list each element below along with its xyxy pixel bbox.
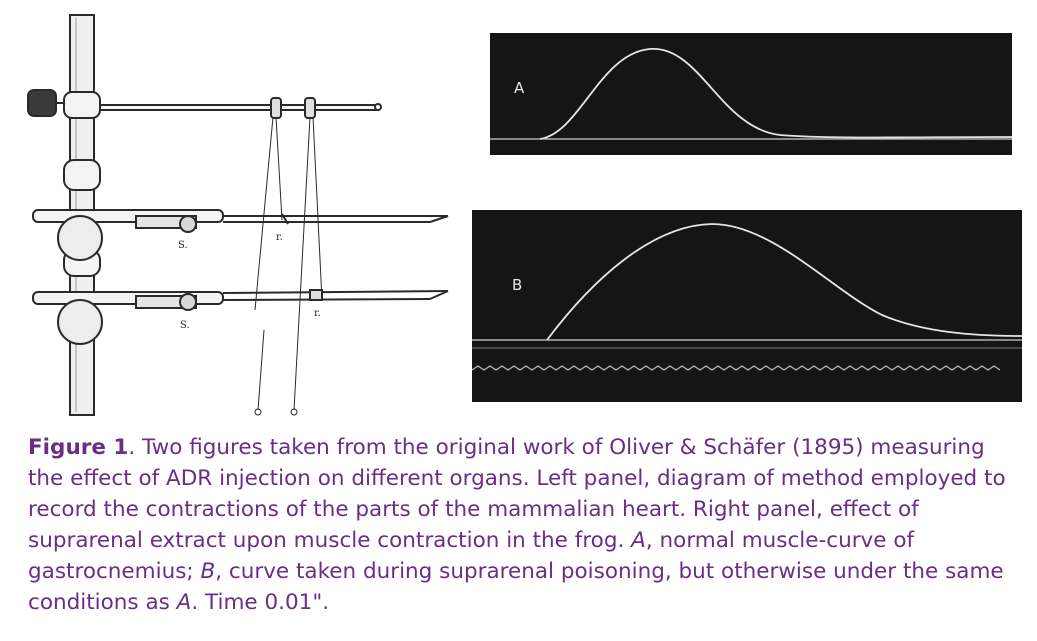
trace-a-label: A (514, 79, 525, 97)
muscle-curve-trace-a (490, 33, 1012, 155)
top-clamp (64, 92, 100, 118)
trace-b-label: B (512, 276, 523, 294)
label-s-lower: S. (180, 320, 190, 331)
caption-segment: , curve taken during suprarenal poisoning, but otherwise under the same conditions as (28, 559, 1004, 615)
caption-segment: . Two figures taken from the original work of Oliver & Schäfer (1895) measuring the effect of ADR injection on different organs. Left panel, diagram of method employed to record the contractions of the parts of the mammalian heart. Right panel, effect of suprarenal extract upon muscle contraction in the frog. (28, 435, 1006, 553)
pulley-left (271, 98, 281, 118)
label-s-upper: S. (178, 240, 188, 251)
apparatus-diagram (18, 10, 463, 420)
upper-wheel (58, 216, 102, 260)
pulley-rod (100, 105, 378, 110)
lower-wheel (58, 300, 102, 344)
caption-segment: A (176, 590, 192, 615)
caption-segment: , normal muscle-curve of gastrocnemius; (28, 528, 915, 584)
figure-label: Figure 1 (28, 435, 129, 460)
knurled-knob (28, 90, 56, 116)
caption-segment: . Time 0.01". (191, 590, 330, 615)
figure-caption (28, 432, 1018, 618)
muscle-curve-trace-b (472, 210, 1022, 402)
caption-segment: A (631, 528, 646, 553)
trace-b-background (472, 210, 1022, 402)
caption-segment: B (200, 559, 216, 584)
label-r-upper: r. (276, 232, 283, 243)
pulley-right (305, 98, 315, 118)
caption-text (28, 435, 1006, 615)
label-r-lower: r. (314, 308, 321, 319)
